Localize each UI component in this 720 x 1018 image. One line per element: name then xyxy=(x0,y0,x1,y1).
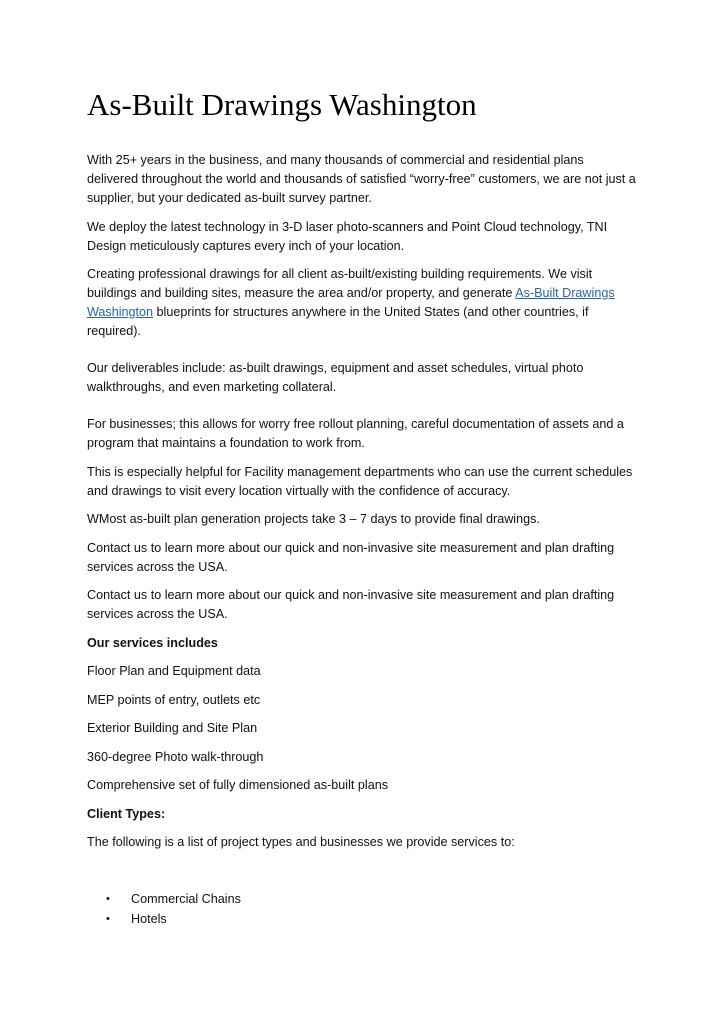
list-item-label: Hotels xyxy=(131,911,167,926)
paragraph-businesses: For businesses; this allows for worry free rollout planning, careful documentation of assets and a program that maintains a foundation to work from. xyxy=(87,417,624,450)
bullet-icon: • xyxy=(106,893,110,905)
service-item: 360-degree Photo walk-through xyxy=(87,749,264,764)
list-item xyxy=(87,910,637,930)
bullet-icon: • xyxy=(106,912,110,925)
paragraph-deliverables: Our deliverables include: as-built drawings, equipment and asset schedules, virtual photo walkthroughs, and even marketing collateral. xyxy=(87,361,584,394)
client-types-intro: The following is a list of project types and businesses we provide services to: xyxy=(87,835,515,849)
paragraph-project-duration: WMost as-built plan generation projects take 3 – 7 days to provide final drawings. xyxy=(87,512,540,526)
paragraph-creating-drawings-text-start: Creating professional drawings for all client as-built/existing building requirements. We visit buildings and building sites, measure the area and/or property, and generate xyxy=(87,267,593,300)
service-item: Exterior Building and Site Plan xyxy=(87,721,258,735)
as-built-drawings-washington-link[interactable]: As-Built Drawings Washington xyxy=(87,286,615,319)
service-item: Comprehensive set of fully dimensioned as-built plans xyxy=(87,778,389,792)
list-item xyxy=(87,890,637,910)
paragraph-facility-management: This is especially helpful for Facility management departments who can use the current schedules and drawings to visit every location virtually with the confidence of accuracy. xyxy=(87,464,633,498)
list-item-label: Commercial Chains xyxy=(131,892,241,906)
paragraph-contact-1: Contact us to learn more about our quick and non-invasive site measurement and plan drafting services across the USA. xyxy=(87,540,615,574)
document-title: As-Built Drawings Washington xyxy=(87,87,477,122)
client-types-list xyxy=(87,890,637,929)
paragraph-intro: With 25+ years in the business, and many thousands of commercial and residential plans delivered throughout the world and thousands of satisfied “worry-free” customers, we are not just a supplier, but your dedicated as-built survey partner. xyxy=(87,153,636,205)
client-types-heading: Client Types: xyxy=(87,806,166,821)
service-item: MEP points of entry, outlets etc xyxy=(87,692,261,707)
paragraph-creating-drawings xyxy=(87,265,637,341)
services-heading: Our services includes xyxy=(87,635,218,650)
paragraph-technology: We deploy the latest technology in 3-D laser photo-scanners and Point Cloud technology, TNI Design meticulously captures every inch of your location. xyxy=(87,219,608,253)
paragraph-contact-2: Contact us to learn more about our quick and non-invasive site measurement and plan drafting services across the USA. xyxy=(87,588,615,621)
service-item: Floor Plan and Equipment data xyxy=(87,664,261,678)
paragraph-creating-drawings-text-end: blueprints for structures anywhere in the United States (and other countries, if required). xyxy=(87,305,589,338)
document-body xyxy=(87,151,637,929)
